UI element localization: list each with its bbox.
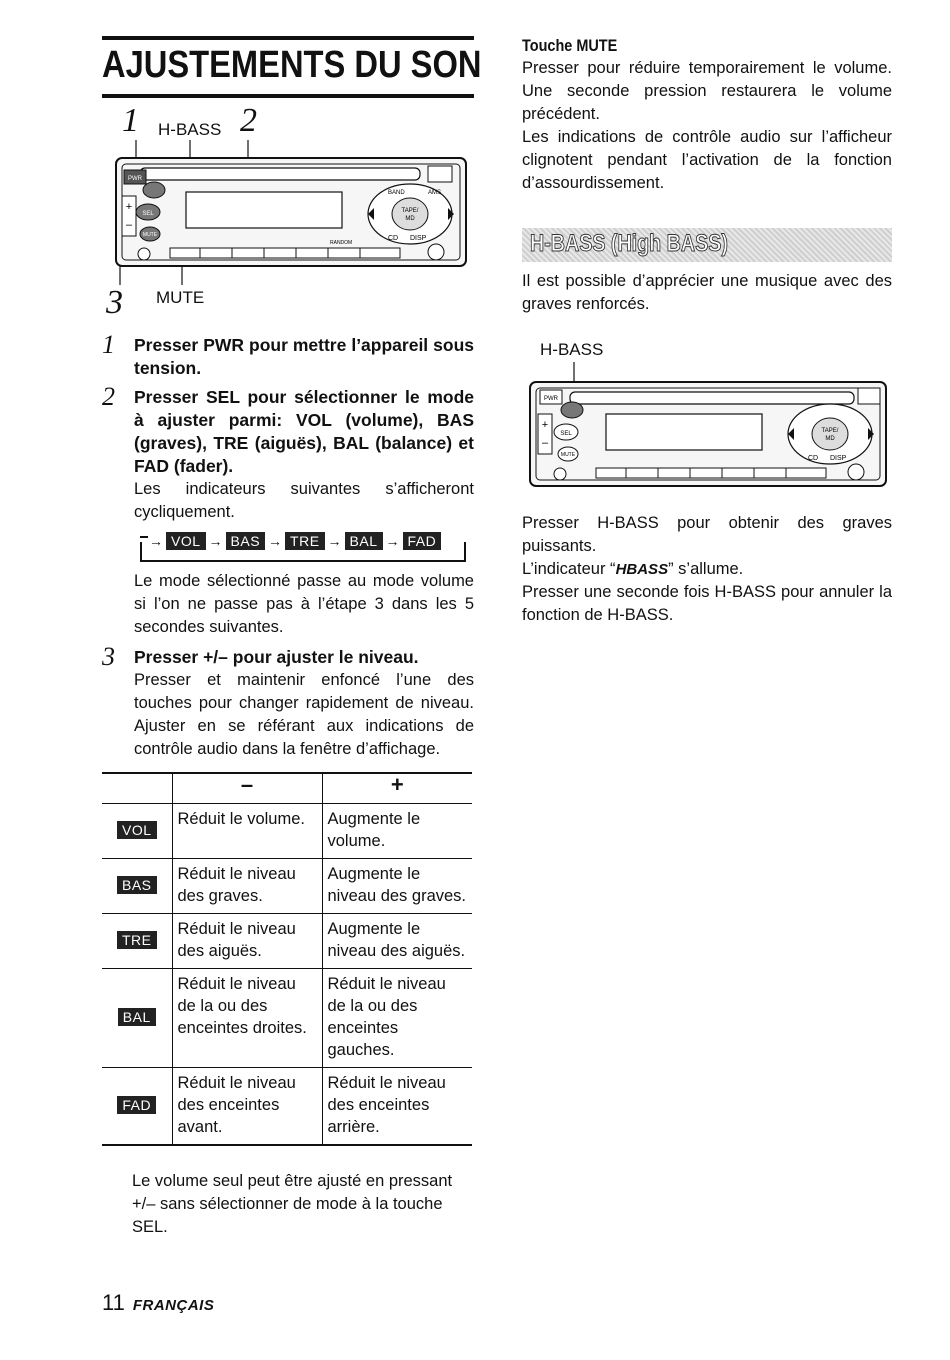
step-1-number: 1	[102, 330, 115, 359]
svg-text:SEL: SEL	[142, 211, 154, 217]
title-rule-bottom	[102, 94, 474, 98]
hbass-banner	[522, 228, 892, 262]
svg-text:DISP: DISP	[410, 235, 427, 242]
callout-mute-label: MUTE	[156, 288, 205, 307]
mode-cycle-diagram: → VOL → BAS → TRE → BAL → FAD	[140, 530, 470, 564]
title-rule-top	[102, 36, 474, 40]
svg-text:MUTE: MUTE	[142, 232, 158, 238]
mode-badge-fad: FAD	[403, 532, 442, 550]
hbass-diagram-label: H-BASS	[540, 340, 604, 359]
mode-badge-tre: TRE	[285, 532, 325, 550]
volume-note: Le volume seul peut être ajusté en pressant +/– sans sélectionner de mode à la touche SEL.	[132, 1172, 453, 1236]
table-cell-plus: Réduit le niveau des enceintes arrière.	[322, 1067, 472, 1145]
step-1-heading: Presser PWR pour mettre l’appareil sous tension.	[134, 335, 474, 378]
callout-number-2: 2	[240, 102, 257, 139]
mode-badge-bas: BAS	[226, 532, 266, 550]
minus-header: –	[172, 773, 322, 803]
mode-badge-tre: TRE	[117, 931, 157, 949]
mute-paragraph-2: Les indications de contrôle audio sur l’afficheur clignotent pendant l’activation de la fonction d’assourdissement.	[522, 128, 892, 192]
mute-paragraph-1: Presser pour réduire temporairement le volume. Une seconde pression restaurera le volume précédent.	[522, 59, 892, 123]
hbass-paragraph-1: Presser H-BASS pour obtenir des graves puissants.	[522, 514, 892, 555]
hbass-paragraph-2: L’indicateur “HBASS” s’allume.	[522, 560, 744, 578]
svg-text:MUTE: MUTE	[560, 452, 576, 458]
svg-text:PWR: PWR	[128, 176, 142, 182]
table-cell-plus: Augmente le niveau des aiguës.	[322, 913, 472, 968]
car-stereo-diagram-right	[526, 362, 892, 492]
mute-heading: Touche MUTE	[522, 36, 618, 55]
hbass-banner-title: H-BASS (High BASS)	[530, 230, 728, 257]
table-row	[102, 803, 472, 858]
hbass-indicator: HBASS	[615, 561, 669, 578]
language-label: FRANÇAIS	[132, 1297, 215, 1314]
hbass-intro: Il est possible d’apprécier une musique avec des graves renforcés.	[522, 272, 892, 313]
table-row	[102, 858, 472, 913]
svg-text:+: +	[541, 419, 549, 431]
step-3-heading: Presser +/– pour ajuster le niveau.	[134, 647, 419, 667]
mode-badge-fad: FAD	[117, 1096, 156, 1114]
svg-text:PWR: PWR	[544, 396, 558, 402]
svg-text:TAPE/: TAPE/	[401, 208, 419, 214]
mode-badge-bal: BAL	[345, 532, 383, 550]
page-title: AJUSTEMENTS DU SON	[102, 44, 482, 86]
table-cell-plus: Augmente le volume.	[322, 803, 472, 858]
step-3-number: 3	[102, 642, 115, 671]
step-2-heading: Presser SEL pour sélectionner le mode à ajuster parmi: VOL (volume), BAS (graves), TRE (aiguës), BAL (balance) et FAD (fader).	[134, 387, 474, 476]
svg-text:AMS: AMS	[428, 190, 442, 196]
hbass-section	[522, 512, 892, 627]
table-cell-minus: Réduit le niveau de la ou des enceintes droites.	[172, 968, 322, 1067]
callout-number-3: 3	[106, 284, 123, 321]
table-row	[102, 1067, 472, 1145]
mode-badge-bal: BAL	[118, 1008, 156, 1026]
step-2-body: Les indicateurs suivantes s’afficheront cycliquement.	[134, 480, 474, 521]
mute-section	[522, 34, 892, 195]
svg-text:RANDOM: RANDOM	[330, 240, 353, 246]
svg-text:MD: MD	[405, 216, 415, 222]
hbass-paragraph-3: Presser une seconde fois H-BASS pour annuler la fonction de H-BASS.	[522, 583, 892, 624]
step-1	[102, 330, 474, 380]
svg-text:–: –	[125, 219, 133, 231]
step-2-after	[102, 570, 474, 639]
svg-text:MD: MD	[825, 436, 835, 442]
table-cell-minus: Réduit le niveau des graves.	[172, 858, 322, 913]
table-cell-plus: Augmente le niveau des graves.	[322, 858, 472, 913]
table-row	[102, 968, 472, 1067]
svg-text:BAND: BAND	[388, 190, 405, 196]
step-2-number: 2	[102, 382, 115, 411]
step-3-body: Presser et maintenir enfoncé l’une des touches pour changer rapidement de niveau. Ajuster en se référant aux indications de contrôle audio dans la fenêtre d’affichage.	[134, 671, 474, 758]
mode-badge-vol: VOL	[166, 532, 206, 550]
table-row	[102, 913, 472, 968]
table-cell-minus: Réduit le volume.	[172, 803, 322, 858]
svg-text:+: +	[125, 201, 133, 213]
page-footer	[102, 1290, 214, 1316]
mode-badge-vol: VOL	[117, 821, 157, 839]
step-2-after-text: Le mode sélectionné passe au mode volume si l’on ne passe pas à l’étape 3 dans les 5 secondes suivantes.	[134, 572, 474, 636]
svg-text:–: –	[541, 437, 549, 449]
callout-hbass-label: H-BASS	[158, 120, 222, 139]
svg-text:DISP: DISP	[830, 455, 847, 462]
adjustment-table	[102, 772, 472, 1146]
svg-text:TAPE/: TAPE/	[821, 428, 839, 434]
table-cell-minus: Réduit le niveau des aiguës.	[172, 913, 322, 968]
callout-number-1: 1	[122, 102, 139, 139]
mode-badge-bas: BAS	[117, 876, 157, 894]
table-cell-minus: Réduit le niveau des enceintes avant.	[172, 1067, 322, 1145]
car-stereo-diagram-left	[110, 140, 472, 290]
svg-text:SEL: SEL	[560, 431, 572, 437]
step-2	[102, 382, 474, 524]
table-header-row	[102, 773, 472, 803]
table-cell-plus: Réduit le niveau de la ou des enceintes gauches.	[322, 968, 472, 1067]
plus-header: +	[322, 773, 472, 803]
svg-text:CD: CD	[388, 235, 399, 242]
step-3	[102, 642, 474, 761]
svg-text:CD: CD	[808, 455, 819, 462]
page-number: 11	[102, 1290, 125, 1315]
